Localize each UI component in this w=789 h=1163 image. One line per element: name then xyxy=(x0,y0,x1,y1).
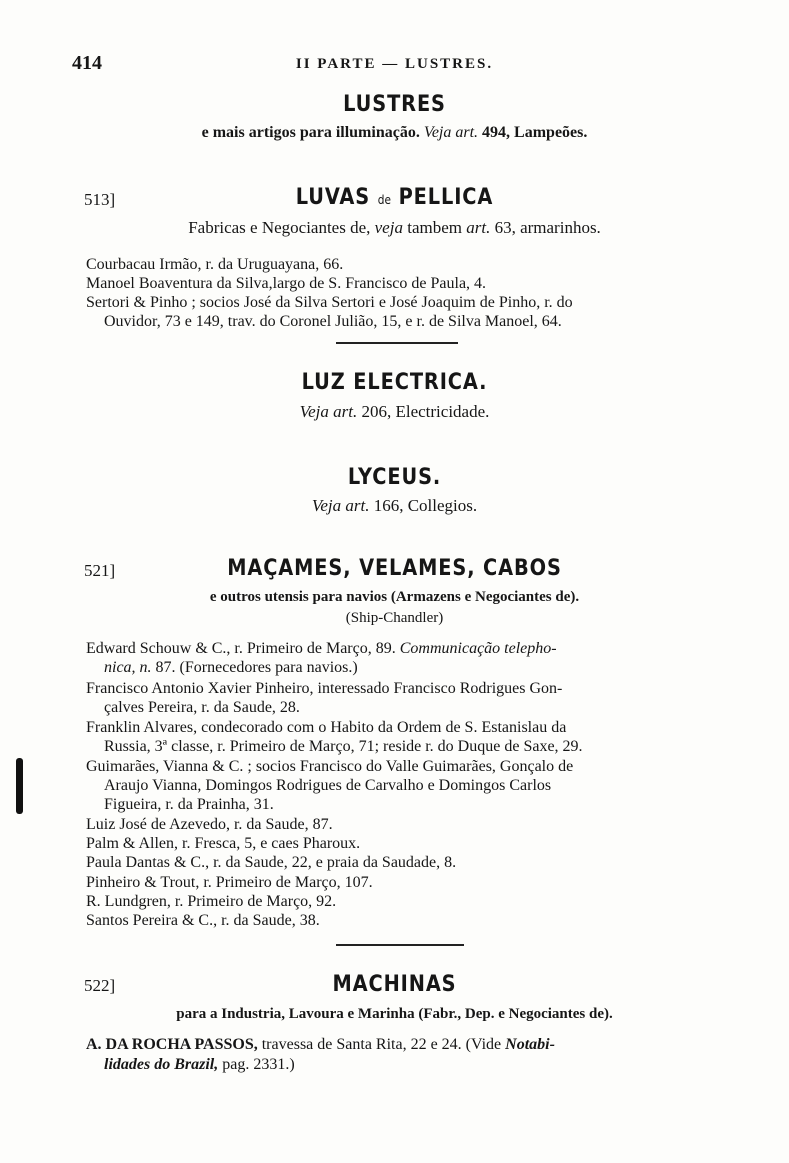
entry-text: 87. (Fornecedores para navios.) xyxy=(151,659,358,676)
luz-subtitle xyxy=(0,402,789,422)
entry-italic: Notabi- xyxy=(505,1036,555,1053)
luvas-sub-post: 63, armarinhos. xyxy=(490,218,601,237)
list-item: Figueira, r. da Prainha, 31. xyxy=(104,796,274,813)
list-item: Palm & Allen, r. Fresca, 5, e caes Pharoux. xyxy=(86,835,361,852)
lustres-subtitle xyxy=(0,124,789,142)
section-divider xyxy=(336,342,458,344)
luz-sub-post: 206, Electricidade. xyxy=(357,402,490,421)
lyceus-sub-post: 166, Collegios. xyxy=(369,496,478,515)
macames-subtitle-2: (Ship-Chandler) xyxy=(345,610,444,626)
macames-subtitle: e outros utensis para navios (Armazens e Negociantes de). xyxy=(209,589,580,605)
entry-text: Edward Schouw & C., r. Primeiro de Março, 89. xyxy=(86,640,400,657)
entry-italic: nica, n. xyxy=(104,659,152,676)
lustres-sub-post: 494, Lampeões. xyxy=(478,124,588,141)
list-item: Araujo Vianna, Domingos Rodrigues de Carvalho e Domingos Carlos xyxy=(104,777,552,794)
entry-italic: lidades do Brazil, xyxy=(104,1056,219,1073)
entry-text: travessa de Santa Rita, 22 e 24. (Vide xyxy=(257,1036,506,1053)
list-item: Luiz José de Azevedo, r. da Saude, 87. xyxy=(86,816,333,833)
heading-macames: MAÇAMES, VELAMES, CABOS xyxy=(227,556,562,581)
heading-luz-electrica: LUZ ELECTRICA. xyxy=(301,370,488,395)
entry-text: pag. 2331.) xyxy=(218,1056,295,1073)
margin-ink-mark xyxy=(16,758,23,814)
heading-machinas: MACHINAS xyxy=(332,972,457,997)
list-item: Ouvidor, 73 e 149, trav. do Coronel Julião, 15, e r. de Silva Manoel, 64. xyxy=(104,313,562,330)
heading-luvas-de: de xyxy=(377,193,391,207)
list-item: Pinheiro & Trout, r. Primeiro de Março, 107. xyxy=(86,874,373,891)
luvas-sub-pre: Fabricas e Negociantes de, xyxy=(188,218,375,237)
list-item xyxy=(86,1036,726,1054)
luvas-sub-mid: tambem xyxy=(402,218,467,237)
running-head: II PARTE — LUSTRES. xyxy=(295,56,494,72)
lyceus-subtitle xyxy=(0,496,789,516)
heading-lyceus: LYCEUS. xyxy=(347,465,442,490)
list-item: Francisco Antonio Xavier Pinheiro, interessado Francisco Rodrigues Gon- xyxy=(86,680,563,697)
entry-name: A. DA ROCHA PASSOS, xyxy=(86,1036,258,1053)
lustres-sub-veja: Veja art. xyxy=(423,124,479,141)
list-item: Paula Dantas & C., r. da Saude, 22, e praia da Saudade, 8. xyxy=(86,854,457,871)
section-divider xyxy=(336,944,464,946)
list-item: Courbacau Irmão, r. da Uruguayana, 66. xyxy=(86,256,344,273)
page-number: 414 xyxy=(72,52,102,74)
heading-luvas xyxy=(47,185,741,210)
heading-lustres: LUSTRES xyxy=(343,92,446,117)
heading-luvas-a: LUVAS xyxy=(295,185,371,210)
heading-luvas-b: PELLICA xyxy=(398,185,494,210)
list-item: Sertori & Pinho ; socios José da Silva Sertori e José Joaquim de Pinho, r. do xyxy=(86,294,573,311)
list-item xyxy=(104,1056,744,1074)
list-item: Manoel Boaventura da Silva,largo de S. Francisco de Paula, 4. xyxy=(86,275,487,292)
article-number-522: 522] xyxy=(84,976,116,995)
lyceus-sub-veja: Veja art. xyxy=(311,496,370,515)
list-item: çalves Pereira, r. da Saude, 28. xyxy=(104,699,300,716)
article-number-521: 521] xyxy=(84,561,116,580)
entry-italic: Communicação telepho- xyxy=(399,640,557,657)
article-number-513: 513] xyxy=(84,190,116,209)
luvas-subtitle xyxy=(0,218,789,238)
luz-sub-veja: Veja art. xyxy=(299,402,358,421)
list-item: Russia, 3ª classe, r. Primeiro de Março, 71; reside r. do Duque de Saxe, 29. xyxy=(104,738,583,755)
machinas-subtitle: para a Industria, Lavoura e Marinha (Fabr., Dep. e Negociantes de). xyxy=(176,1006,613,1022)
list-item xyxy=(104,659,744,677)
list-item: Franklin Alvares, condecorado com o Habito da Ordem de S. Estanislau da xyxy=(86,719,567,736)
list-item: Santos Pereira & C., r. da Saude, 38. xyxy=(86,912,320,929)
list-item: R. Lundgren, r. Primeiro de Março, 92. xyxy=(86,893,337,910)
lustres-sub-pre: e mais artigos para illuminação. xyxy=(201,124,424,141)
list-item: Guimarães, Vianna & C. ; socios Francisco do Valle Guimarães, Gonçalo de xyxy=(86,758,574,775)
luvas-sub-veja: veja xyxy=(374,218,403,237)
list-item xyxy=(86,640,726,658)
luvas-sub-art: art. xyxy=(466,218,491,237)
